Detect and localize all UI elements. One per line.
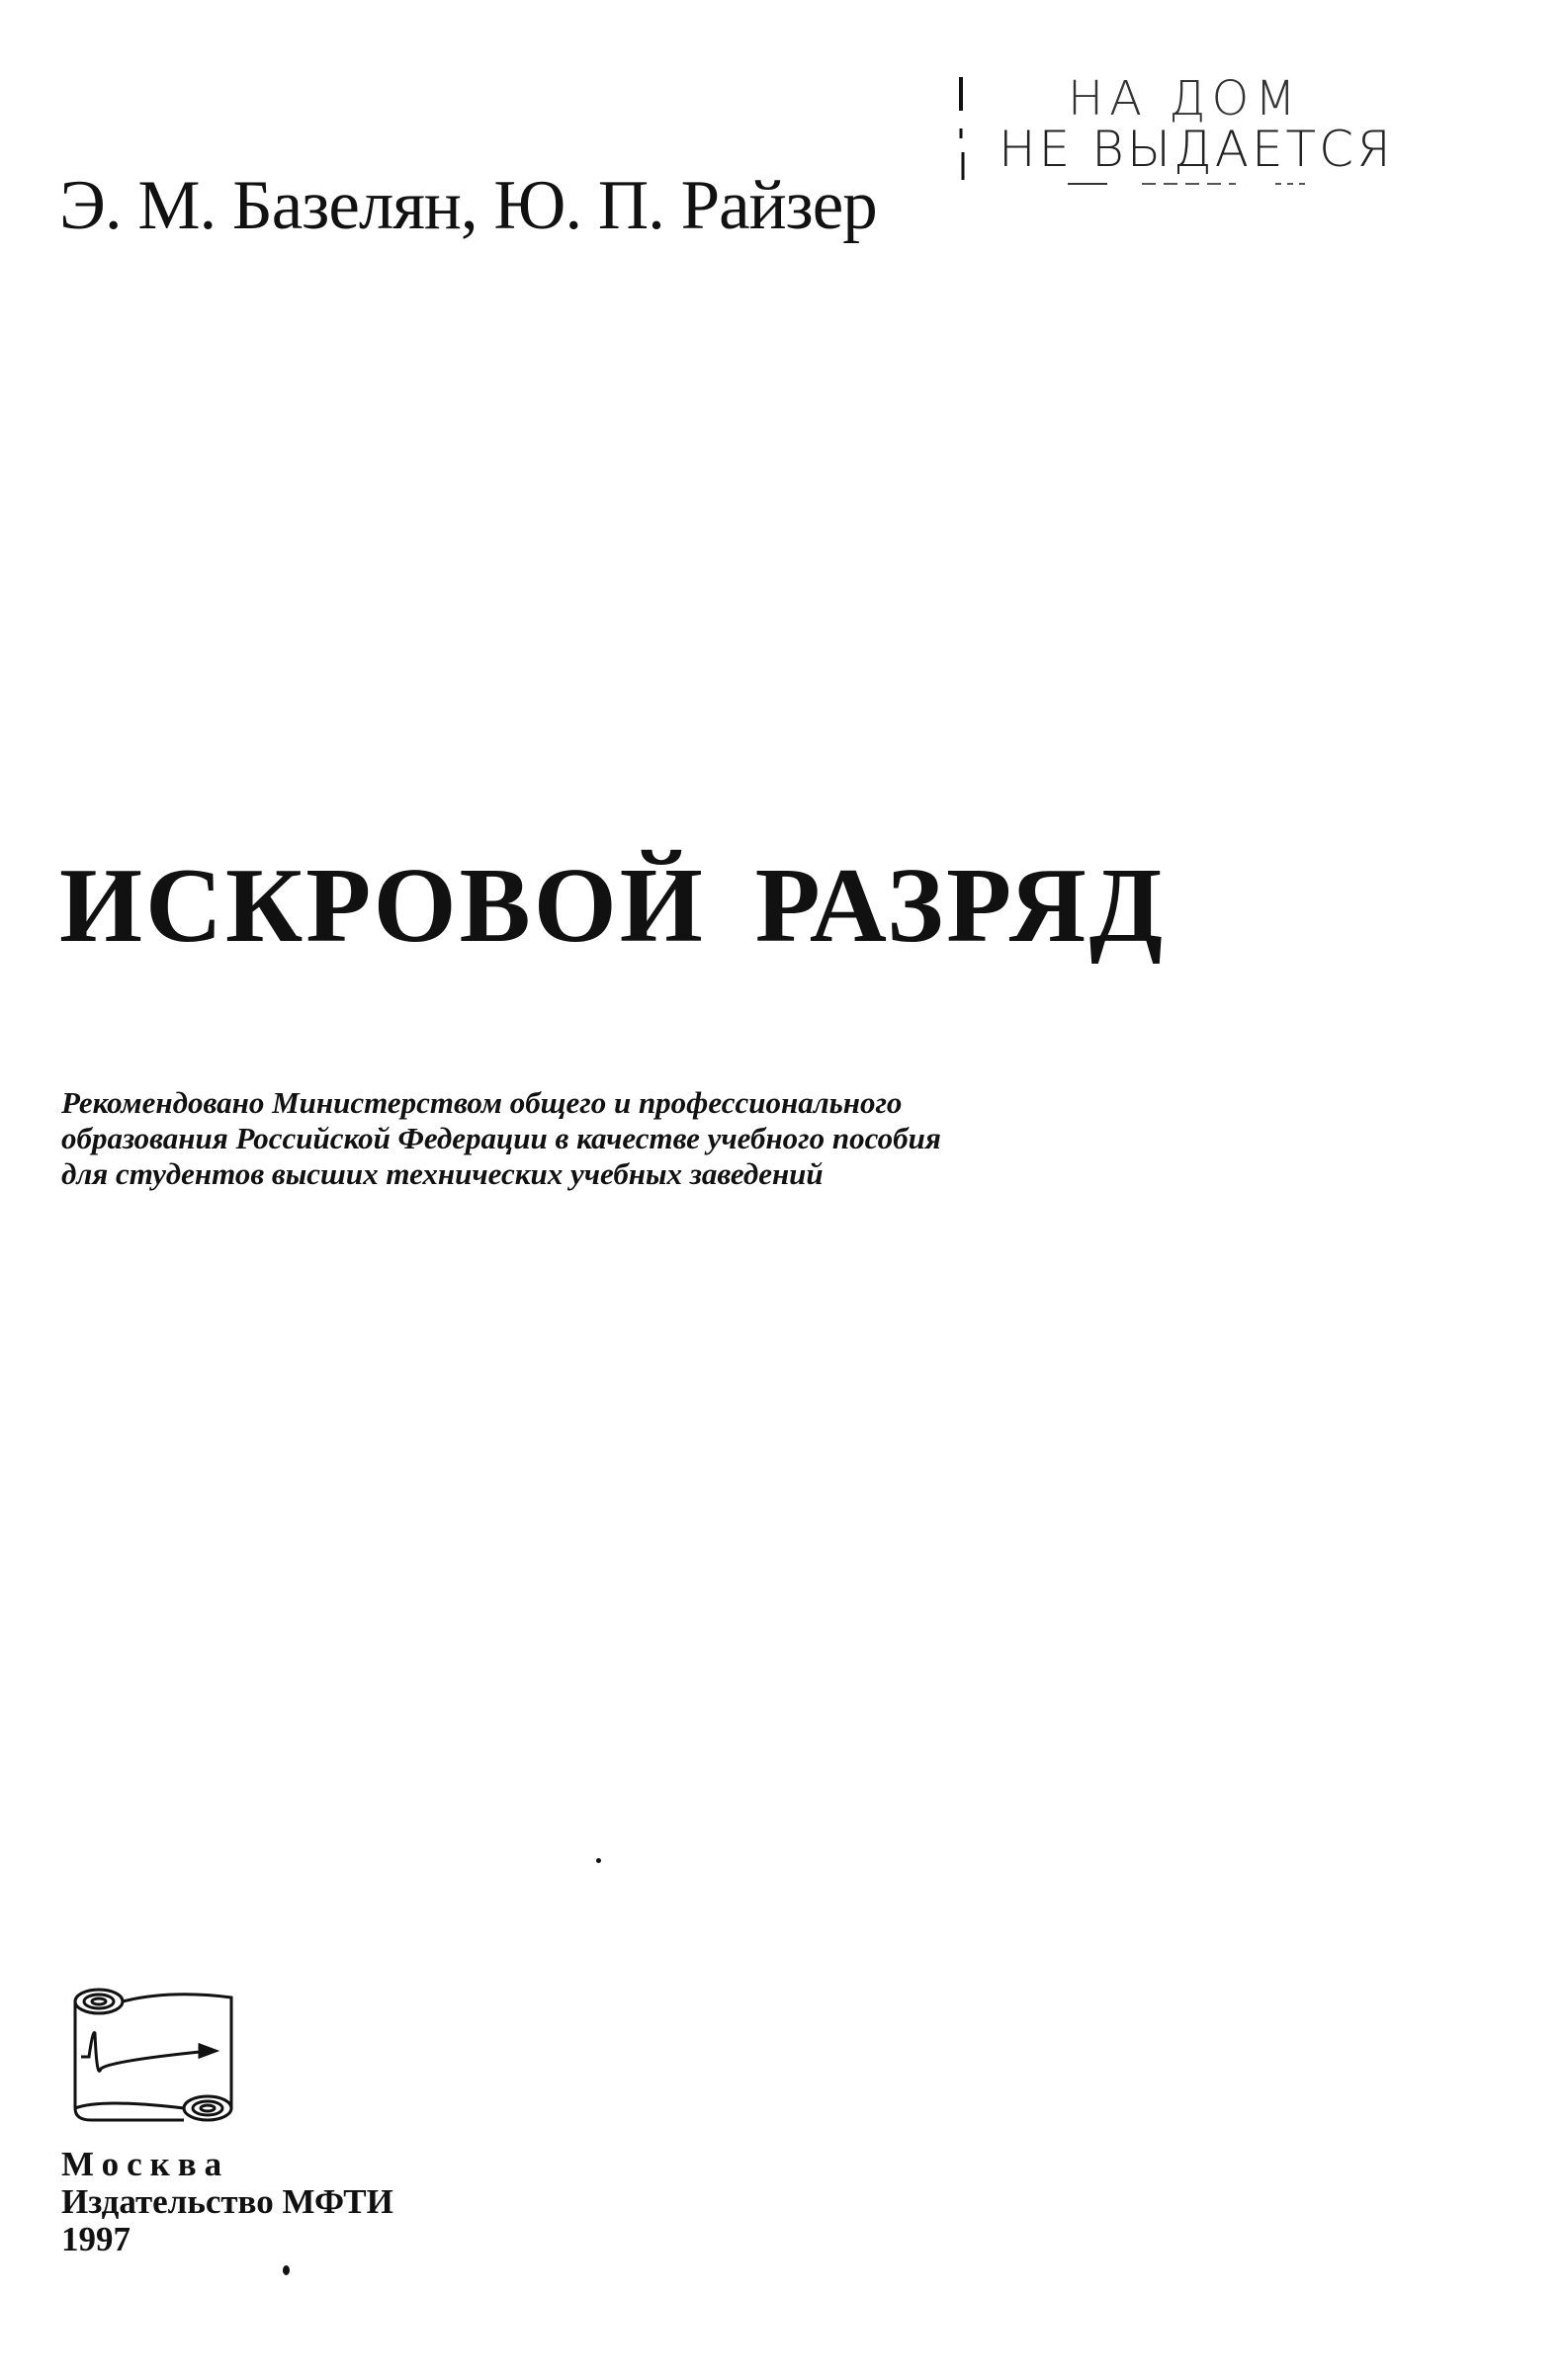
scroll-logo-icon — [61, 1982, 245, 2130]
recommendation-line: образования Российской Федерации в качестве учебного пособия — [61, 1121, 941, 1155]
recommendation-line: Рекомендовано Министерством общего и профессионального — [61, 1085, 903, 1120]
stamp-line-2: НЕ ВЫДАЕТСЯ — [999, 121, 1394, 178]
recommendation-text — [61, 1085, 941, 1192]
imprint-year: 1997 — [61, 2220, 130, 2258]
print-speck — [596, 1858, 601, 1863]
imprint-city: Москва — [61, 2145, 230, 2183]
imprint-publisher: Издательство МФТИ — [61, 2182, 393, 2221]
print-speck — [283, 2265, 290, 2275]
authors: Э. М. Базелян, Ю. П. Райзер — [59, 167, 877, 244]
library-stamp — [939, 69, 1394, 208]
recommendation-line: для студентов высших технических учебных заведений — [61, 1156, 824, 1191]
stamp-line-1: НА ДОМ — [1068, 71, 1302, 127]
book-title: ИСКРОВОЙ РАЗРЯД — [59, 847, 1167, 965]
